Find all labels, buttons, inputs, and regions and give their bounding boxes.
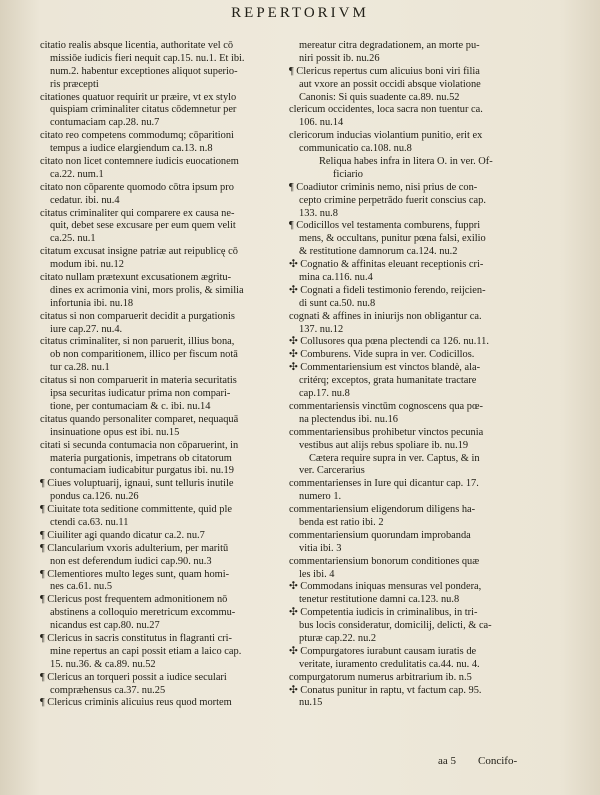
index-line: tenetur restitutione damni ca.123. nu.8 <box>299 594 460 606</box>
index-line: ¶ Codicillos vel testamenta comburens, fuppri <box>289 220 481 232</box>
index-line: cap.17. nu.8 <box>299 388 350 400</box>
index-line: citatus si non comparuerit decidit a purgationis <box>40 310 235 322</box>
index-line: nes ca.61. nu.5 <box>50 581 113 593</box>
index-line: ca.22. num.1 <box>50 168 104 180</box>
index-line: 106. nu.14 <box>299 117 344 129</box>
index-line: citationes quatuor requirit ur præire, vt ex stylo <box>40 91 237 103</box>
index-line: cognati & affines in iniurijs non obligantur ca. <box>289 310 482 322</box>
index-line: mens, & occultans, punitur pœna falsi, exilio <box>299 233 486 245</box>
index-line: tione, per contumaciam & c. ibi. nu.14 <box>50 400 211 412</box>
right-column <box>289 40 569 710</box>
index-line: na plectendus ibi. nu.16 <box>299 413 398 425</box>
index-line: mereatur citra degradationem, an morte pu- <box>299 40 480 51</box>
index-line: aut vxore an possit occidi absque violatione <box>299 78 481 90</box>
index-line: citato reo competens commodumq; cōparitioni <box>40 130 234 142</box>
index-line: ipsa securitas iudicatur prima non compari- <box>50 388 231 400</box>
index-line: ver. Carcerarius <box>299 465 365 477</box>
index-line: ris præcepti <box>50 78 99 90</box>
index-line: numero 1. <box>299 491 342 503</box>
index-line: pondus ca.126. nu.26 <box>50 491 139 503</box>
index-line: critérq; exceptos, grata humanitate tractare <box>299 375 477 387</box>
index-line: ✣ Cognatio & affinitas eleuant receptionis cri- <box>289 259 484 271</box>
index-line: insinuatione opus est ibi. nu.15 <box>50 426 180 438</box>
index-line: mina ca.116. nu.4 <box>299 272 373 284</box>
index-line: di sunt ca.50. nu.8 <box>299 297 376 309</box>
index-line: compurgatorum numerus arbitrarium ib. n.5 <box>289 671 472 683</box>
index-line: ficiario <box>333 168 363 180</box>
index-line: tempus a iudice elargiendum ca.13. n.8 <box>50 143 213 155</box>
left-column <box>40 40 292 710</box>
index-line: veritate, iuramento credulitatis ca.44. nu. 4. <box>299 658 480 670</box>
index-line: ✣ Commodans iniquas mensuras vel pondera, <box>289 581 482 593</box>
index-line: citato non licet contemnere iudicis euocationem <box>40 156 239 168</box>
index-line: benda est ratio ibi. 2 <box>299 516 384 528</box>
index-line: ¶ Clancularium vxoris adulterium, per maritū <box>40 542 229 554</box>
index-line: niri possit ib. nu.26 <box>299 52 380 64</box>
index-line: infortunia ibi. nu.18 <box>50 297 134 309</box>
index-line: ✣ Comburens. Vide supra in ver. Codicillos. <box>289 349 475 361</box>
index-line: citato nullam prætexunt excusationem ægritu- <box>40 272 232 284</box>
index-line: ca.25. nu.1 <box>50 233 96 245</box>
catchword: Concifo- <box>478 755 518 767</box>
index-line: clericorum inducias violantium punitio, erit ex <box>289 130 483 142</box>
index-line: 15. nu.36. & ca.89. nu.52 <box>50 658 156 670</box>
index-line: citatio realis absque licentia, authoritate vel cō <box>40 40 234 51</box>
index-line: ¶ Ciues voluptuarij, ignaui, sunt telluris inutile <box>40 478 234 490</box>
index-line: ¶ Ciuitate tota seditione committente, quid ple <box>40 504 232 516</box>
index-line: vitia ibi. 3 <box>299 542 342 554</box>
index-line: ✣ Compurgatores iurabunt causam iuratis de <box>289 645 477 657</box>
index-line: citatum excusat insigne patriæ aut reipublicę cō <box>40 246 238 258</box>
index-line: citatus si non comparuerit in materia securitatis <box>40 375 237 387</box>
index-line: ¶ Clementiores multo leges sunt, quam homi- <box>40 568 230 580</box>
index-line: ¶ Clericus in sacris constitutus in flagranti cri- <box>40 632 232 644</box>
index-line: clericum occidentes, loca sacra non tuentur ca. <box>289 104 483 116</box>
index-line: citato non cōparente quomodo cōtra ipsum pro <box>40 181 234 193</box>
index-line: tur ca.28. nu.1 <box>50 362 110 374</box>
signature-mark: aa 5 <box>438 755 457 767</box>
index-line: & restitutione damnorum ca.124. nu.2 <box>299 246 458 258</box>
index-line: dines ex acrimonia vini, mors prolis, & similia <box>50 284 244 296</box>
index-line: Reliqua habes infra in litera O. in ver. Of- <box>319 156 493 168</box>
index-line: citatus criminaliter, si non paruerit, illius bona, <box>40 336 235 348</box>
index-line: commentariensium quorundam improbanda <box>289 529 471 541</box>
index-line: materia purgationis, impetrans ob citatorum <box>50 452 232 464</box>
index-line: commentariensium eligendorum diligens ha- <box>289 504 476 516</box>
index-line: vestibus aut alijs rebus spoliare ib. nu.19 <box>299 439 469 451</box>
index-line: ¶ Ciuiliter agi quando dicatur ca.2. nu.7 <box>40 529 205 541</box>
index-line: ✣ Cognati a fideli testimonio ferendo, reijcien- <box>289 284 486 296</box>
index-line: commentariensis vinctūm cognoscens qua pœ- <box>289 400 483 412</box>
index-line: citatus criminaliter qui comparere ex causa ne- <box>40 207 235 219</box>
index-line: citatus quando personaliter comparet, nequaquā <box>40 413 239 425</box>
index-line: missiōe iudicis fieri nequit cap.15. nu.1. Et ibi. <box>50 52 245 64</box>
index-line: Cætera require supra in ver. Captus, & in <box>309 452 480 464</box>
index-line: abstinens a colloquio meretricum excommu- <box>50 607 236 619</box>
index-line: ¶ Clericus repertus cum alicuius boni viri filia <box>289 65 480 77</box>
index-line: non est deferendum iudici cap.90. nu.3 <box>50 555 212 567</box>
index-line: 137. nu.12 <box>299 323 344 335</box>
index-line: cepto crimine perpetrādo fuerit conscius cap. <box>299 194 486 206</box>
index-line: compræhensus ca.37. nu.25 <box>50 684 166 696</box>
index-line: quit, debet sese excusare per eum quem velit <box>50 220 236 232</box>
index-line: ¶ Clericus post frequentem admonitionem nō <box>40 594 228 606</box>
index-line: quispiam criminaliter citatus cōdemnetur per <box>50 104 237 116</box>
index-line: contumaciam iudicabitur purgatus ibi. nu.19 <box>50 465 234 477</box>
index-line: ¶ Coadiutor criminis nemo, nisi prius de con- <box>289 181 478 193</box>
index-line: num.2. habentur exceptiones aliquot superio- <box>50 65 238 77</box>
index-line: ¶ Clericus an torqueri possit a iudice seculari <box>40 671 227 683</box>
index-line: ob non comparitionem, illico per fiscum notā <box>50 349 238 361</box>
index-line: commentarienses in Iure qui dicantur cap. 17. <box>289 478 479 490</box>
index-line: nicandus est cap.80. nu.27 <box>50 620 160 632</box>
index-line: ✣ Collusores qua pœna plectendi ca 126. nu.11. <box>289 336 489 348</box>
index-line: citati si secunda contumacia non cōparuerint, in <box>40 439 239 451</box>
page-header: REPERTORIVM <box>231 5 369 21</box>
index-line: cedatur. ibi. nu.4 <box>50 194 120 206</box>
index-line: contumaciam cap.28. nu.7 <box>50 117 160 129</box>
index-line: modum ibi. nu.12 <box>50 259 124 271</box>
index-line: ctendi ca.63. nu.11 <box>50 516 129 528</box>
index-line: commentariensium bonorum conditiones quæ <box>289 555 480 567</box>
index-line: nu.15 <box>299 697 323 709</box>
index-line: iure cap.27. nu.4. <box>50 323 123 335</box>
index-line: communicatio ca.108. nu.8 <box>299 143 412 155</box>
index-line: les ibi. 4 <box>299 568 335 580</box>
index-line: Canonis: Si quis suadente ca.89. nu.52 <box>299 91 460 103</box>
index-line: commentariensibus prohibetur vinctos pecunia <box>289 426 484 438</box>
index-line: pturæ cap.22. nu.2 <box>299 632 377 644</box>
index-line: mine repertus an capi possit etiam a laico cap. <box>50 645 242 657</box>
index-line: ✣ Commentariensium est vinctos blandè, ala- <box>289 362 481 374</box>
index-line: bus locis consideratur, domicilij, delicti, & ca- <box>299 620 492 632</box>
index-line: ¶ Clericus criminis alicuius reus quod mortem <box>40 697 232 709</box>
index-line: ✣ Competentia iudicis in criminalibus, in tri- <box>289 607 478 619</box>
index-line: 133. nu.8 <box>299 207 338 219</box>
index-line: ✣ Conatus punitur in raptu, vt factum cap. 95. <box>289 684 482 696</box>
